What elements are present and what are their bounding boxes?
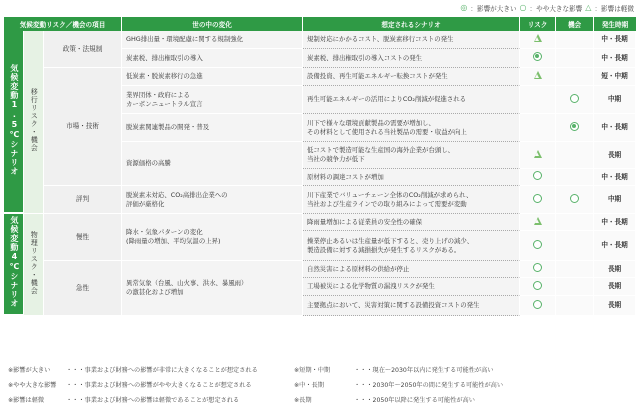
legend-medium-label: ：やや大きな影響 [529,4,583,13]
risk-cell [520,186,556,214]
risk-cell [520,68,556,86]
table-row [4,214,636,231]
circle-marker-icon [533,194,542,203]
subcategory-acute: 急性 [44,261,122,316]
footnote-timing-term: ※短期・中期 [294,367,331,374]
circle-marker-icon [533,240,542,249]
triangle-legend-icon: △ [585,2,592,12]
opportunity-cell [556,278,594,296]
double-circle-marker-icon [533,52,542,61]
category-physical: 物理リスク・機会 [24,214,44,316]
change-cell: GHG排出量・環境配慮に関する規制強化 [122,31,303,49]
footnotes [8,362,636,407]
footnote-timing-desc: ・・・2030年～2050年の間に発生する可能性が高い [354,382,504,389]
header-change: 世の中の変化 [122,17,303,31]
risk-cell [520,142,556,169]
category-transition: 移行リスク・機会 [24,31,44,214]
timing-cell: 中期 [594,86,636,114]
circle-marker-icon [533,281,542,290]
scenario-cell: 原材料の調達コストが増加 [303,169,520,186]
table-row [4,68,636,86]
scenario-cell: 再生可能エネルギーの活用によりCO₂削減が促進される [303,86,520,114]
header-item: 気候変動リスク／機会の項目 [4,17,122,31]
opportunity-cell [556,114,594,142]
footnote-impact-desc: ・・・事業および財務への影響が非常に大きくなることが想定される [66,367,258,374]
opportunity-cell [556,169,594,186]
opportunity-cell [556,214,594,231]
change-cell: 低炭素・脱炭素移行の急進 [122,68,303,86]
circle-marker-icon [570,94,579,103]
subcategory-policy: 政策・法規制 [44,31,122,68]
change-cell: 脱炭素関連製品の開発・普及 [122,114,303,142]
timing-cell: 長期 [594,142,636,169]
scenario-cell: 設備投資、再生可能エネルギー転換コストが発生 [303,68,520,86]
table-header-row [4,17,636,31]
legend-small-label: ：影響は軽微 [594,4,634,13]
circle-legend-icon: ○ [519,2,527,12]
opportunity-cell [556,49,594,68]
footnote-timing-desc: ・・・2050年以降に発生する可能性が高い [354,397,475,404]
risk-cell [520,261,556,278]
scenario-label-1-5c: 気候変動1.5℃シナリオ [4,31,24,214]
scenario-cell: 主要拠点において、災害対策に関する設備投資コストの発生 [303,296,520,316]
table-row [4,186,636,214]
timing-cell: 短・中期 [594,68,636,86]
scenario-cell: 低コストで製造可能な生産国の海外企業が台頭し、 当社の競争力が低下 [303,142,520,169]
risk-cell [520,169,556,186]
scenario-label-4c: 気候変動4℃シナリオ [4,214,24,316]
table-row [4,31,636,49]
timing-cell: 中・長期 [594,114,636,142]
change-cell: 炭素税、排出権取引の導入 [122,49,303,68]
impact-legend [460,1,634,14]
timing-cell: 長期 [594,261,636,278]
footnote-row [8,392,636,407]
change-cell: 資源価格の高騰 [122,142,303,186]
timing-cell: 中・長期 [594,214,636,231]
opportunity-cell [556,86,594,114]
risk-cell [520,214,556,231]
footnote-impact-term: ※影響は軽微 [8,397,45,404]
scenario-cell: 川下産業でバリューチェーン全体のCO₂削減が求められ、 当社および生産ラインでの取り組みによって需要が変動 [303,186,520,214]
change-cell: 異常気象（台風、山火事、洪水、暴風雨） の激甚化および増加 [122,261,303,316]
opportunity-cell [556,142,594,169]
risk-cell [520,278,556,296]
timing-cell: 中期 [594,186,636,214]
scenario-cell: 操業停止あるいは生産量が低下すると、売り上げの減少、 製造設備に対する減損損失が発生するリスクがある。 [303,231,520,261]
header-risk: リスク [520,17,556,31]
risk-cell [520,231,556,261]
risk-cell [520,49,556,68]
legend-large-label: ：影響が大きい [470,4,517,13]
risk-cell [520,86,556,114]
footnote-impact-term: ※影響が大きい [8,367,51,374]
triangle-marker-icon [534,34,542,42]
footnote-timing-desc: ・・・現在～2030年以内に発生する可能性が高い [354,367,494,374]
timing-cell: 長期 [594,278,636,296]
table-row [4,261,636,278]
scenario-cell: 炭素税、排出権取引の導入コストの発生 [303,49,520,68]
opportunity-cell [556,231,594,261]
scenario-cell: 降雨量増加による従業員の安全性の確保 [303,214,520,231]
opportunity-cell [556,31,594,49]
triangle-marker-icon [534,71,542,79]
opportunity-cell [556,68,594,86]
risk-cell [520,296,556,316]
subcategory-market: 市場・技術 [44,68,122,186]
timing-cell: 中・長期 [594,169,636,186]
timing-cell: 中・長期 [594,231,636,261]
footnote-row [8,377,636,392]
timing-cell: 中・長期 [594,31,636,49]
footnote-timing-term: ※長期 [294,397,312,404]
double-circle-legend-icon: ◎ [460,2,468,12]
triangle-marker-icon [534,150,542,158]
opportunity-cell [556,261,594,278]
subcategory-chronic: 慢性 [44,214,122,261]
header-opportunity: 機会 [556,17,594,31]
scenario-cell: 自然災害による原材料の供給が停止 [303,261,520,278]
risk-cell [520,31,556,49]
scenario-cell: 川下で様々な環境貢献製品の需要が増加し、 その材料として使用される当社製品の需要・収益が向上 [303,114,520,142]
change-cell: 降水・気象パターンの変化 (降雨量の増加、平均気温の上昇) [122,214,303,261]
circle-marker-icon [533,263,542,272]
circle-marker-icon [533,300,542,309]
header-timing: 発生時期 [594,17,636,31]
scenario-cell: 工場被災による化学物質の漏洩リスクが発生 [303,278,520,296]
opportunity-cell [556,296,594,316]
timing-cell: 長期 [594,296,636,316]
circle-marker-icon [533,171,542,180]
triangle-marker-icon [534,217,542,225]
circle-marker-icon [570,194,579,203]
climate-risk-table [4,17,636,316]
change-cell: 業界団体・政府による カーボンニュートラル宣言 [122,86,303,114]
risk-cell [520,114,556,142]
footnote-impact-desc: ・・・事業および財務への影響は軽微であることが想定される [66,397,240,404]
timing-cell: 中・長期 [594,49,636,68]
change-cell: 脱炭素未対応、CO₂高排出企業への 評価が厳格化 [122,186,303,214]
footnote-impact-term: ※やや大きな影響 [8,382,57,389]
header-scenario: 想定されるシナリオ [303,17,520,31]
footnote-timing-term: ※中・長期 [294,382,324,389]
footnote-row [8,362,636,377]
scenario-cell: 規制対応にかかるコスト、脱炭素移行コストの発生 [303,31,520,49]
footnote-impact-desc: ・・・事業および財務への影響がやや大きくなることが想定される [66,382,252,389]
opportunity-cell [556,186,594,214]
double-circle-marker-icon [570,122,579,131]
subcategory-reputation: 評判 [44,186,122,214]
